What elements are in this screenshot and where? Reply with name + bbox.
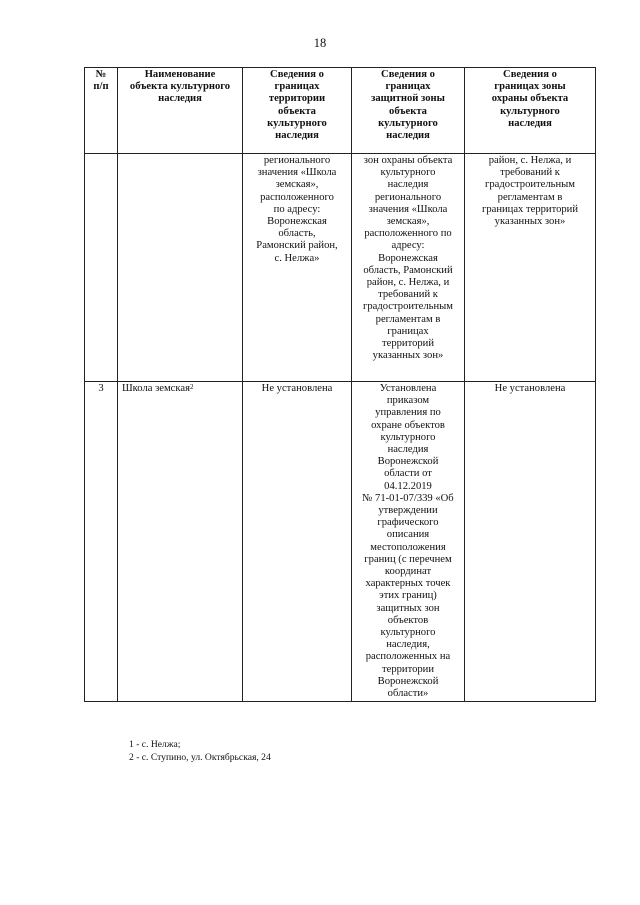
cell-territory: Не установлена <box>243 382 352 702</box>
cell-security-zone: Не установлена <box>465 382 596 702</box>
cell-name <box>118 382 243 702</box>
cell-territory: регионального значения «Школа земская», расположенного по адресу: Воронежская область, Рамонский район, с. Нелжа» <box>243 154 352 382</box>
footnotes <box>129 738 271 764</box>
cell-name <box>118 154 243 382</box>
header-number: № п/п <box>85 68 118 154</box>
cell-security-zone: район, с. Нелжа, и требований к градостроительным регламентам в границах территорий указанных зон» <box>465 154 596 382</box>
table-row <box>85 154 596 382</box>
header-territory: Сведения о границах территории объекта культурного наследия <box>243 68 352 154</box>
footnote-marker: 2 <box>189 383 194 391</box>
page-number: 18 <box>313 36 327 50</box>
cell-number: 3 <box>85 382 118 702</box>
cell-name-text: Школа земская <box>122 383 190 394</box>
header-name: Наименование объекта культурного наследия <box>118 68 243 154</box>
header-protective-zone: Сведения о границах защитной зоны объекта культурного наследия <box>352 68 465 154</box>
cell-protective-zone: зон охраны объекта культурного наследия регионального значения «Школа земская», расположенного по адресу: Воронежская область, Рамонский район, с. Нелжа, и требований к градостроительным регламентам в границах территорий указанных зон» <box>352 154 465 382</box>
cell-number <box>85 154 118 382</box>
heritage-table <box>84 67 596 702</box>
header-security-zone: Сведения о границах зоны охраны объекта культурного наследия <box>465 68 596 154</box>
footnote-2: 2 - с. Ступино, ул. Октябрьская, 24 <box>129 752 271 763</box>
table-header-row <box>85 68 596 154</box>
cell-protective-zone: Установлена приказом управления по охране объектов культурного наследия Воронежской области от 04.12.2019 № 71-01-07/339 «Об утверждении графического описания местоположения границ (с перечнем координат характерных точек этих границ) защитных зон объектов культурного наследия, расположенных на территории Воронежской области» <box>352 382 465 702</box>
table-row <box>85 382 596 702</box>
footnote-1: 1 - с. Нелжа; <box>129 739 181 750</box>
